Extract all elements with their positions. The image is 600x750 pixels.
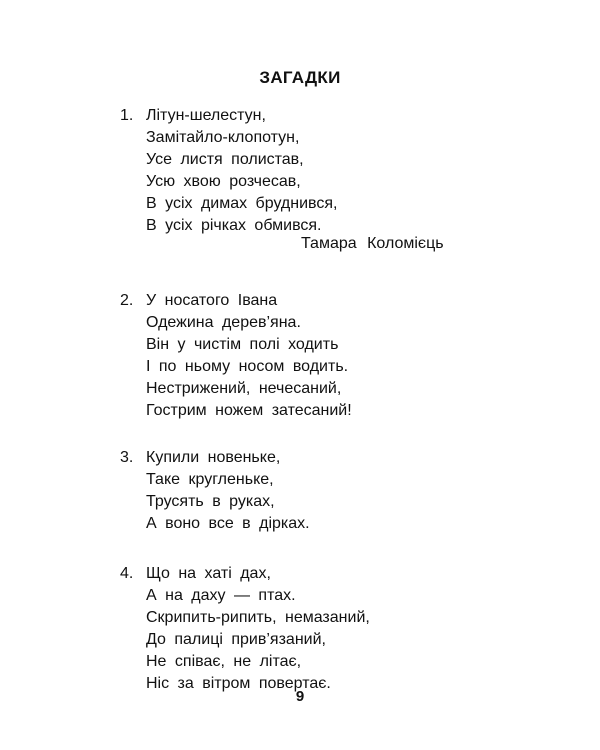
riddle-line: В усіх річках обмився.	[146, 217, 322, 234]
page-number: 9	[295, 688, 305, 705]
riddle-line: Одежина дерев’яна.	[146, 314, 301, 331]
riddle-line: Він у чистім полі ходить	[146, 336, 339, 353]
riddle-line: У носатого Івана	[146, 292, 278, 309]
riddle-number: 1.	[120, 107, 134, 124]
riddle-line: В усіх димах бруднився,	[146, 195, 338, 212]
riddle-line: Ніс за вітром повертає.	[146, 675, 331, 692]
riddle-lines	[146, 447, 310, 535]
riddle-line: Не співає, не літає,	[146, 653, 302, 670]
riddle-lines	[146, 290, 352, 422]
riddle-line: Трусять в руках,	[146, 493, 275, 510]
riddle-line: А на даху — птах.	[146, 587, 296, 604]
riddle-line: А воно все в дірках.	[146, 515, 310, 532]
riddle-line: Що на хаті дах,	[146, 565, 271, 582]
riddle-line: Замітайло-клопотун,	[146, 129, 300, 146]
riddle-number: 4.	[120, 565, 134, 582]
riddle-line: Гострим ножем затесаний!	[146, 402, 352, 419]
riddle-line: Нестрижений, нечесаний,	[146, 380, 342, 397]
riddle-line: Таке кругленьке,	[146, 471, 274, 488]
riddle-line: Скрипить-рипить, немазаний,	[146, 609, 370, 626]
riddle-line: І по ньому носом водить.	[146, 358, 349, 375]
riddle-line: Усе листя полистав,	[146, 151, 304, 168]
riddle-line: До палиці прив’язаний,	[146, 631, 326, 648]
riddle-line: Літун-шелестун,	[146, 107, 266, 124]
riddle-number: 3.	[120, 449, 134, 466]
riddle-number: 2.	[120, 292, 134, 309]
page-title: ЗАГАДКИ	[259, 68, 341, 87]
riddle-line: Усю хвою розчесав,	[146, 173, 301, 190]
riddle-lines	[146, 105, 337, 237]
riddle-lines	[146, 563, 370, 695]
riddle-line: Купили новеньке,	[146, 449, 281, 466]
riddle-author: Тамара Коломієць	[301, 235, 444, 252]
